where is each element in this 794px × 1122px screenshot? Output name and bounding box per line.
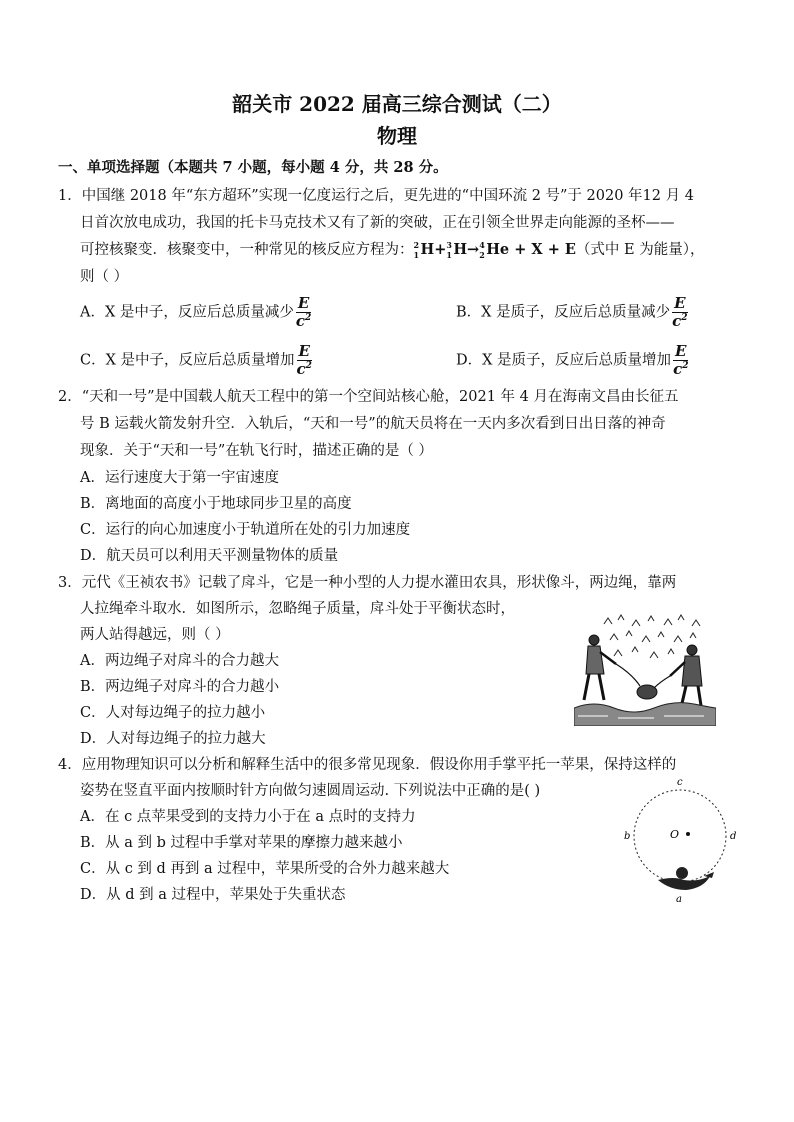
label-o: O [670, 828, 680, 841]
q2-line2: 号 B 运载火箭发射升空．入轨后，“天和一号”的航天员将在一天内多次看到日出日落的神奇 [80, 416, 666, 432]
irrigation-woodcut-figure [574, 612, 716, 726]
q1-line3-text: 可控核聚变．核聚变中，一种常见的核反应方程为： [80, 242, 414, 258]
q1-line3 [80, 238, 705, 259]
q2-option-c: C．运行的向心加速度小于轨道所在处的引力加速度 [80, 522, 411, 538]
label-b: b [624, 831, 631, 842]
q4-option-b: B．从 a 到 b 过程中手掌对苹果的摩擦力越来越小 [80, 835, 403, 851]
label-a: a [676, 894, 682, 905]
q2-option-d: D．航天员可以利用天平测量物体的质量 [80, 548, 339, 564]
q4-line1: 4．应用物理知识可以分析和解释生活中的很多常见现象．假设你用手掌平托一苹果，保持这样的 [58, 757, 677, 773]
q1-line3-tail: （式中 E 为能量）， [575, 242, 705, 258]
q3-option-d: D．人对每边绳子的拉力越大 [80, 731, 266, 747]
q4-option-a: A．在 c 点苹果受到的支持力小于在 a 点时的支持力 [80, 809, 416, 825]
q3-option-b: B．两边绳子对戽斗的合力越小 [80, 679, 280, 695]
energy-fraction: $\frac{E}{c^2}$ [296, 342, 312, 378]
center-point [686, 832, 690, 836]
q1-option-d-text: D．X 是质子，反应后总质量增加 [456, 352, 672, 369]
subject-title: 物理 [377, 124, 417, 148]
q1-option-d [456, 344, 688, 377]
section-heading: 一、单项选择题（本题共 7 小题，每小题 4 分，共 28 分。 [58, 159, 448, 176]
energy-fraction: $\frac{E}{c^2}$ [672, 294, 688, 330]
q3-line1: 3．元代《王祯农书》记载了戽斗，它是一种小型的人力提水灌田农具，形状像斗，两边绳，靠两 [58, 575, 677, 591]
q1-option-b-text: B．X 是质子，反应后总质量减少 [456, 304, 671, 321]
q3-line3: 两人站得越远，则（ ） [80, 627, 230, 643]
q3-line2: 人拉绳牵斗取水．如图所示，忽略绳子质量，戽斗处于平衡状态时， [80, 601, 515, 617]
q3-option-a: A．两边绳子对戽斗的合力越大 [80, 653, 279, 669]
bucket [637, 685, 657, 699]
label-d: d [730, 831, 737, 842]
q2-option-b: B．离地面的高度小于地球同步卫星的高度 [80, 496, 352, 512]
q4-line2: 姿势在竖直平面内按顺时针方向做匀速圆周运动. 下列说法中正确的是( ) [80, 783, 541, 799]
equation-rest: He + X + E [486, 241, 576, 258]
q4-option-d: D．从 d 到 a 过程中，苹果处于失重状态 [80, 887, 346, 903]
q1-option-a [80, 296, 311, 329]
label-c: c [677, 777, 683, 788]
q2-line1: 2．“天和一号”是中国载人航天工程中的第一个空间站核心舱，2021 年 4 月在海南文昌由长征五 [58, 389, 679, 405]
q2-line3: 现象．关于“天和一号”在轨飞行时，描述正确的是（ ） [80, 443, 433, 459]
q1-line2: 日首次放电成功，我国的托卡马克技术又有了新的突破，正在引领全世界走向能源的圣杯—— [80, 215, 675, 231]
q1-option-c [80, 344, 312, 377]
q1-option-a-text: A．X 是中子，反应后总质量减少 [80, 304, 294, 321]
nuclear-equation: 2 1 H+ 3 1 H→ 4 2 He + X + E [413, 240, 576, 260]
hand-with-apple [658, 867, 714, 890]
exam-title: 韶关市 2022 届高三综合测试（二） [232, 92, 562, 116]
energy-fraction: $\frac{E}{c^2}$ [673, 342, 689, 378]
q1-line4: 则（ ） [80, 269, 129, 285]
circular-motion-figure [618, 776, 750, 906]
q3-option-c: C．人对每边绳子的拉力越小 [80, 705, 266, 721]
q2-option-a: A．运行速度大于第一宇宙速度 [80, 470, 279, 486]
q1-option-c-text: C．X 是中子，反应后总质量增加 [80, 352, 295, 369]
q1-line1: 1．中国继 2018 年“东方超环”实现一亿度运行之后，更先进的“中国环流 2 号”于 2020 年12 月 4 [58, 188, 694, 204]
energy-fraction: $\frac{E}{c^2}$ [295, 294, 312, 330]
q4-option-c: C．从 c 到 d 再到 a 过程中，苹果所受的合外力越来越大 [80, 861, 450, 877]
q1-option-b [456, 296, 688, 329]
